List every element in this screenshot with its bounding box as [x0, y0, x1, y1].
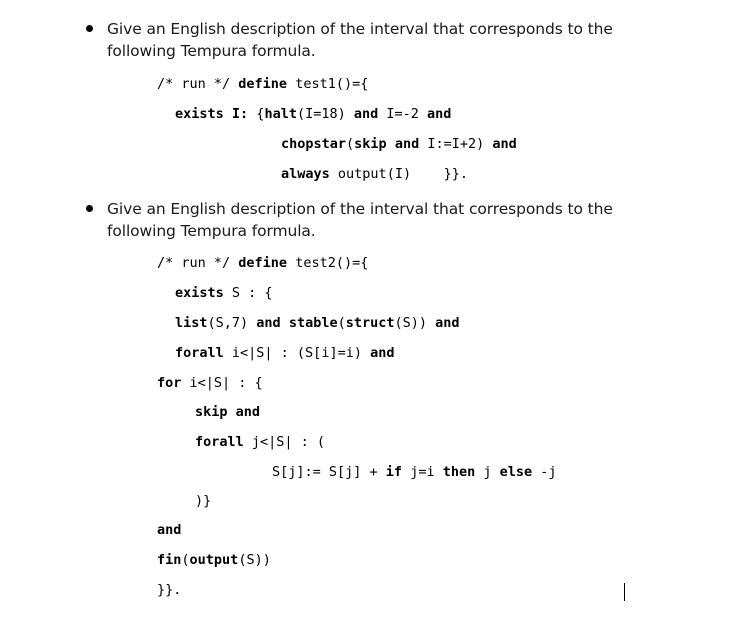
code-text: { [256, 106, 265, 122]
keyword-and: and [157, 522, 182, 538]
code-line [195, 434, 325, 450]
code-line [272, 464, 557, 480]
question-2-line-1: Give an English description of the interval that corresponds to the [107, 200, 613, 218]
keyword-for: for [157, 375, 182, 391]
code-text [228, 404, 236, 420]
code-line [175, 345, 394, 361]
code-text [281, 315, 289, 331]
keyword-exists: exists [175, 106, 224, 122]
question-2-prompt [107, 198, 613, 242]
keyword-and: and [435, 315, 460, 331]
code-line [157, 582, 181, 598]
code-text [330, 166, 338, 182]
code-text: I:=I+2) [419, 136, 493, 152]
code-text: I: [223, 106, 257, 122]
code-text: S : { [223, 285, 273, 301]
code-text: (I) }}. [386, 166, 468, 182]
keyword-and: and [370, 345, 395, 361]
code-comment: /* run */ [157, 76, 239, 92]
keyword-struct: struct [345, 315, 395, 331]
code-text: ( [346, 136, 355, 152]
code-line [175, 315, 460, 331]
code-line [157, 255, 368, 271]
keyword-and: and [353, 106, 379, 122]
code-text: j [475, 464, 500, 480]
keyword-output: output [189, 552, 239, 568]
code-text: )} [195, 493, 212, 509]
keyword-forall: forall [175, 345, 224, 361]
code-text: ( [181, 552, 190, 568]
code-text: I=-2 [378, 106, 428, 122]
keyword-then: then [442, 464, 476, 480]
keyword-and: and [235, 404, 261, 420]
bullet-1 [86, 25, 93, 32]
keyword-define: define [238, 255, 288, 271]
bullet-2 [86, 205, 93, 212]
code-line [175, 285, 273, 301]
code-line [157, 552, 271, 568]
code-line [195, 493, 211, 509]
code-line [157, 76, 368, 92]
code-text: i<|S| : { [181, 375, 263, 391]
question-1-line-1: Give an English description of the interval that corresponds to the [107, 20, 613, 38]
code-line [195, 404, 260, 420]
code-text: -j [532, 464, 557, 480]
keyword-output: output [337, 166, 387, 182]
code-text: (S,7) [207, 315, 257, 331]
code-text: i<|S| : (S[i]=i) [223, 345, 371, 361]
code-text: ( [337, 315, 346, 331]
code-text: (S)) [238, 552, 271, 568]
keyword-and: and [256, 315, 281, 331]
code-line [157, 522, 181, 538]
code-text [387, 136, 395, 152]
code-text: j<|S| : ( [243, 434, 326, 450]
keyword-define: define [238, 76, 288, 92]
code-line [175, 106, 451, 122]
code-text: test2()={ [287, 255, 369, 271]
question-1-prompt [107, 18, 613, 62]
code-comment: /* run */ [157, 255, 239, 271]
question-2-line-2: following Tempura formula. [107, 222, 316, 240]
code-text: (S)) [394, 315, 436, 331]
keyword-forall: forall [195, 434, 244, 450]
code-text: test1()={ [287, 76, 369, 92]
keyword-always: always [281, 166, 330, 182]
code-text: S[j]:= S[j] + [272, 464, 386, 480]
keyword-skip: skip [354, 136, 387, 152]
keyword-and: and [394, 136, 420, 152]
keyword-halt: halt [264, 106, 297, 122]
code-text: (I=18) [296, 106, 354, 122]
keyword-chopstar: chopstar [281, 136, 347, 152]
keyword-list: list [175, 315, 208, 331]
question-1-line-2: following Tempura formula. [107, 42, 316, 60]
keyword-and: and [427, 106, 452, 122]
code-text: j=i [402, 464, 443, 480]
code-line [157, 375, 263, 391]
code-text: }}. [157, 582, 182, 598]
code-line [281, 136, 517, 152]
keyword-else: else [499, 464, 533, 480]
keyword-and: and [492, 136, 517, 152]
code-line [281, 166, 468, 182]
keyword-stable: stable [288, 315, 338, 331]
text-cursor [624, 583, 625, 601]
keyword-fin: fin [157, 552, 182, 568]
keyword-exists: exists [175, 285, 224, 301]
keyword-if: if [385, 464, 403, 480]
keyword-skip: skip [195, 404, 228, 420]
